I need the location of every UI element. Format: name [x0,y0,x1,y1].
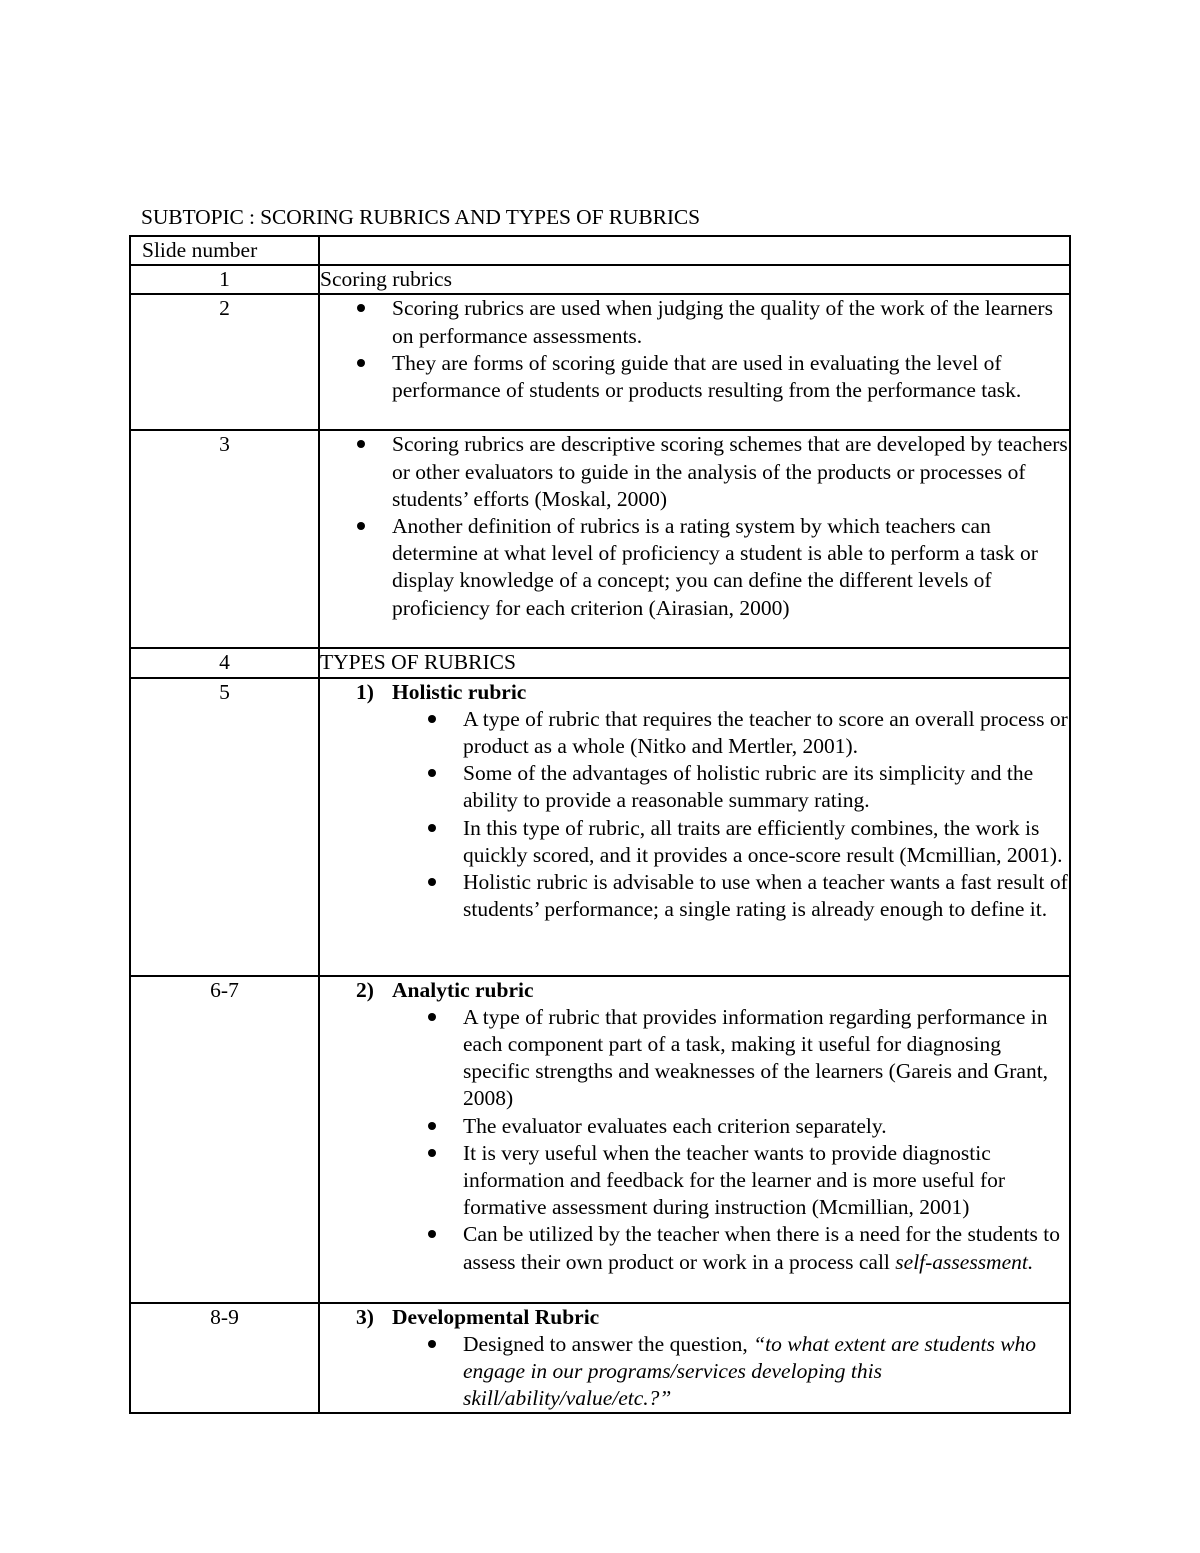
list-item-italic: “to what extent are students who engage in our programs/services developing this skill/ability/value/etc.?” [463,1331,1037,1411]
header-content [319,236,1070,265]
row-content [319,976,1070,1303]
list-item: A type of rubric that requires the teacher to score an overall process or product as a whole (Nitko and Mertler, 2001). [463,706,1069,760]
slide-number: 1 [130,265,319,294]
list-item: Scoring rubrics are descriptive scoring schemes that are developed by teachers or other evaluators to guide in the analysis of the products or processes of students’ efforts (Moskal, 2000) [392,431,1069,513]
slide-content-table [129,235,1071,1414]
heading-text: Developmental Rubric [392,1304,600,1329]
page-title: SUBTOPIC : SCORING RUBRICS AND TYPES OF RUBRICS [141,205,701,229]
table-row [130,976,1070,1303]
slide-number: 4 [130,648,319,677]
list-item-text: Designed to answer the question, [463,1331,754,1356]
slide-number: 2 [130,294,319,430]
bullet-list [320,431,1069,621]
bullet-list [320,706,1069,924]
list-item: In this type of rubric, all traits are efficiently combines, the work is quickly scored, and it provides a once-score result (Mcmillian, 2001). [463,815,1069,869]
table-row [130,1303,1070,1414]
table-row [130,430,1070,648]
row-content [319,294,1070,430]
bullet-list [320,1004,1069,1276]
section-heading [320,1304,1069,1331]
slide-number: 6-7 [130,976,319,1303]
header-slide-number: Slide number [130,236,319,265]
row-content [319,678,1070,976]
heading-number: 3) [356,1304,374,1329]
list-item: Some of the advantages of holistic rubric are its simplicity and the ability to provide a reasonable summary rating. [463,760,1069,814]
list-item: They are forms of scoring guide that are used in evaluating the level of performance of students or products resulting from the performance task. [392,350,1069,404]
table-row [130,294,1070,430]
list-item: Another definition of rubrics is a rating system by which teachers can determine at what level of proficiency a student is able to perform a task or display knowledge of a concept; you can define the different levels of proficiency for each criterion (Airasian, 2000) [392,513,1069,622]
row-text: Scoring rubrics [319,265,1070,294]
bullet-list [320,295,1069,404]
list-item: Scoring rubrics are used when judging the quality of the work of the learners on performance assessments. [392,295,1069,349]
heading-number: 1) [356,679,374,704]
row-content [319,430,1070,648]
table-row [130,678,1070,976]
list-item: The evaluator evaluates each criterion separately. [463,1113,1069,1140]
row-content [319,1303,1070,1414]
table-header-row [130,236,1070,265]
section-heading [320,679,1069,706]
table-row [130,265,1070,294]
slide-number: 5 [130,678,319,976]
heading-text: Holistic rubric [392,679,527,704]
list-item [463,1331,1069,1413]
list-item [463,1221,1069,1275]
list-item: Holistic rubric is advisable to use when a teacher wants a fast result of students’ performance; a single rating is already enough to define it. [463,869,1069,923]
heading-text: Analytic rubric [392,977,534,1002]
list-item: It is very useful when the teacher wants to provide diagnostic information and feedback for the learner and is more useful for formative assessment during instruction (Mcmillian, 2001) [463,1140,1069,1222]
bullet-list [320,1331,1069,1413]
table-row [130,648,1070,677]
list-item: A type of rubric that provides information regarding performance in each component part of a task, making it useful for diagnosing specific strengths and weaknesses of the learners (Gareis and Grant, 2008) [463,1004,1069,1113]
slide-number: 8-9 [130,1303,319,1414]
list-item-text: Can be utilized by the teacher when there is a need for the students to assess their own product or work in a process call [463,1222,1061,1274]
list-item-italic: self-assessment. [895,1249,1034,1274]
row-text: TYPES OF RUBRICS [319,648,1070,677]
heading-number: 2) [356,977,374,1002]
slide-number: 3 [130,430,319,648]
section-heading [320,977,1069,1004]
